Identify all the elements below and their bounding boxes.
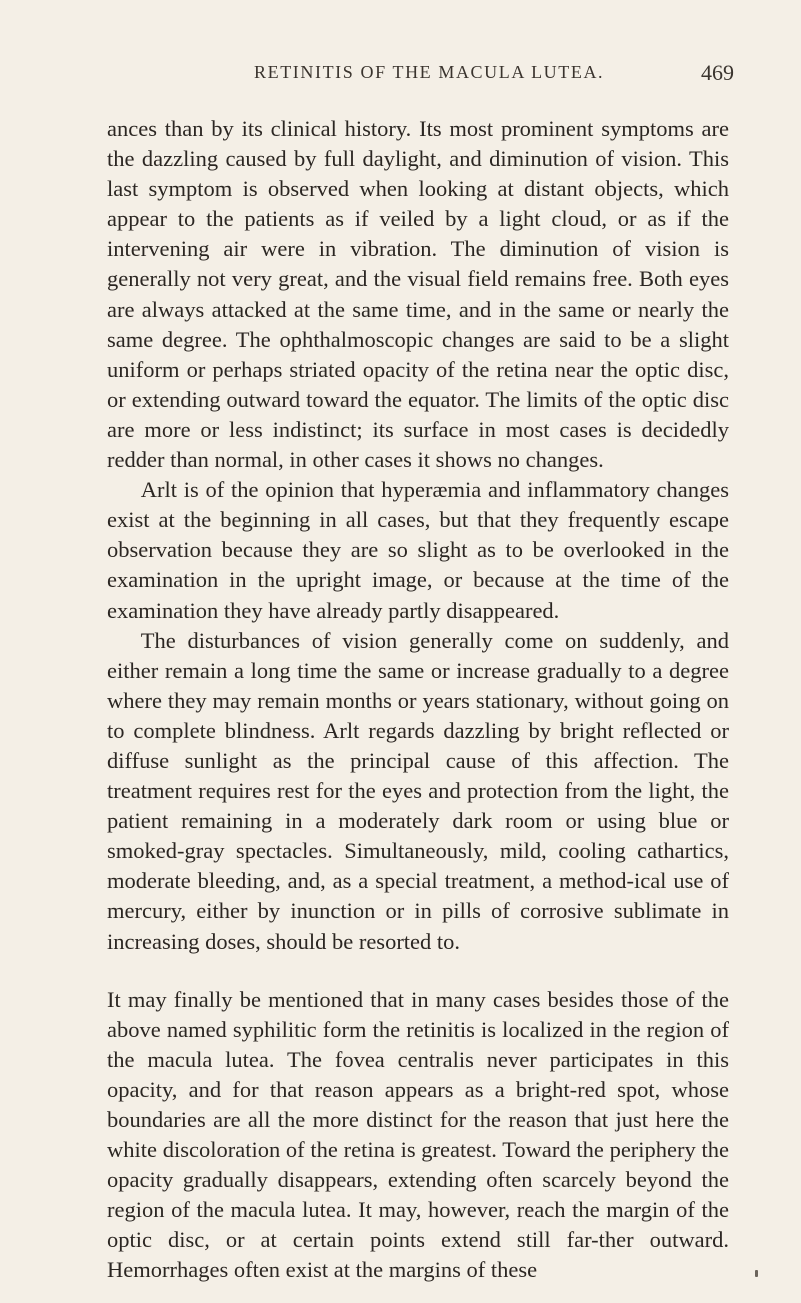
body-text [107, 114, 729, 1286]
running-title: RETINITIS OF THE MACULA LUTEA. [254, 62, 605, 82]
paragraph-3: The disturbances of vision generally come on suddenly, and either remain a long time the same or increase gradually to a degree where they may remain months or years stationary, without going on to complete blindness. Arlt regards dazzling by bright reflected or diffuse sunlight as the principal cause of this affection. The treatment requires rest for the eyes and protection from the light, the patient remaining in a moderately dark room or using blue or smoked-gray spectacles. Simultaneously, mild, cooling cathartics, moderate bleeding, and, as a special treatment, a method-ical use of mercury, either by inunction or in pills of corrosive sublimate in increasing doses, should be resorted to. [107, 627, 729, 954]
page-number: 469 [701, 60, 734, 85]
paragraph-4: It may finally be mentioned that in many cases besides those of the above named syphilitic form the retinitis is localized in the region of the macula lutea. The fovea centralis never participates in this opacity, and for that reason appears as a bright-red spot, whose boundaries are all the more distinct for the reason that just here the white discoloration of the retina is greatest. Toward the periphery the opacity gradually disappears, extending often scarcely beyond the region of the macula lutea. It may, however, reach the margin of the optic disc, or at certain points extend still far-ther outward. Hemorrhages often exist at the margins of these [107, 986, 729, 1283]
page-speck [755, 1270, 758, 1277]
paragraph-1: ances than by its clinical history. Its most prominent symptoms are the dazzling caused by full daylight, and diminution of vision. This last symptom is observed when looking at distant objects, which appear to the patients as if veiled by a light cloud, or as if the intervening air were in vibration. The diminution of vision is generally not very great, and the visual field remains free. Both eyes are always attacked at the same time, and in the same or nearly the same degree. The ophthalmoscopic changes are said to be a slight uniform or perhaps striated opacity of the retina near the optic disc, or extending outward toward the equator. The limits of the optic disc are more or less indistinct; its surface in most cases is decidedly redder than normal, in other cases it shows no changes. [107, 116, 729, 473]
paragraph-2: Arlt is of the opinion that hyperæmia and inflammatory changes exist at the beginning in all cases, but that they frequently escape observation because they are so slight as to be overlooked in the examination in the upright image, or because at the time of the examination they have already partly disappeared. [107, 477, 729, 623]
